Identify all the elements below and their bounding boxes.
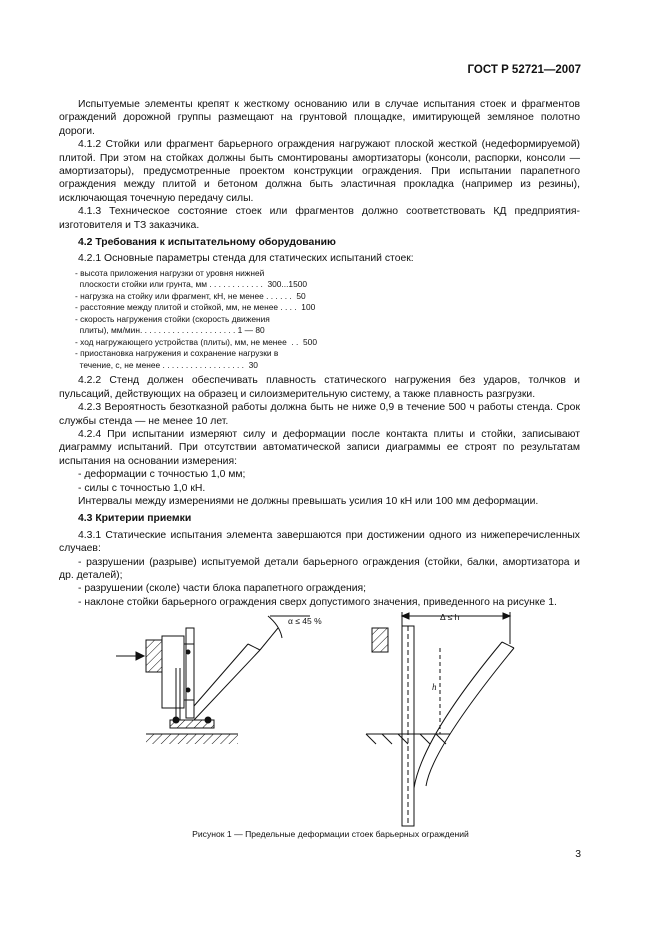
paragraph-4-2-1: 4.2.1 Основные параметры стенда для статических испытаний стоек:	[78, 253, 414, 265]
list-item: - деформации с точностью 1,0 мм;	[78, 469, 246, 481]
param-line: - высота приложения нагрузки от уровня нижней	[75, 267, 265, 278]
post-upright	[186, 628, 194, 718]
deflected-post-right	[414, 642, 502, 788]
paragraph-base: Испытуемые элементы крепят к жесткому основанию или в случае испытания стоек и фрагментов ограждений дорожной группы размещают на грунтовой площадке, имитирующей земляное полотно дороги.	[59, 99, 580, 137]
param-line: течение, с, не менее . . . . . . . . . . . . . . . . . . 30	[75, 359, 258, 370]
list-item: - разрушении (разрыве) испытуемой детали барьерного ограждения (стойки, балки, амортизатора и др. деталей);	[59, 556, 580, 582]
list-item: - наклоне стойки барьерного ограждения сверх допустимого значения, приведенного на рисунке 1.	[78, 596, 557, 608]
document-header: ГОСТ Р 52721—2007	[467, 64, 581, 76]
height-label: h	[432, 682, 437, 692]
amortizer	[162, 636, 184, 708]
figure-1-diagram	[110, 608, 540, 828]
loading-plate	[146, 640, 162, 672]
param-line: - расстояние между плитой и стойкой, мм, не менее . . . . 100	[75, 302, 316, 313]
param-line: - нагрузка на стойку или фрагмент, кН, не менее . . . . . . 50	[75, 290, 306, 301]
arrow-head	[136, 652, 144, 660]
left-diagram	[116, 616, 310, 744]
right-diagram	[366, 612, 514, 826]
deflected-post	[194, 644, 248, 706]
param-line: плоскости стойки или грунта, мм . . . . . . . . . . . . 300...1500	[75, 279, 308, 290]
list-item: - разрушении (сколе) части блока парапетного ограждения;	[78, 583, 367, 595]
paragraph-4-1-2: 4.1.2 Стойки или фрагмент барьерного ограждения нагружают плоской жесткой (недеформируемой) плитой. При этом на стойках должны быть смонтированы амортизаторы (консоли, распорки, консоли — амортизаторы), предусмотренные проектом конструкции ограждения. При испытании парапетного ограждения между плитой и бетоном должна быть эластичная прокладка (например из резины), исключающая точечную передачу силы.	[59, 139, 580, 204]
paragraph-4-3-1: 4.3.1 Статические испытания элемента завершаются при достижении одного из нижеперечисленных случаев:	[59, 529, 580, 555]
param-line: - приостановка нагружения и сохранение нагрузки в	[75, 348, 279, 359]
document-body	[59, 98, 580, 609]
figure-caption: Рисунок 1 — Предельные деформации стоек барьерных ограждений	[192, 829, 469, 839]
parameters-list	[75, 268, 580, 372]
delta-label: Δ ≤ h	[440, 612, 460, 622]
angle-label: α ≤ 45 %	[288, 616, 322, 626]
loading-plate-right	[372, 628, 388, 652]
section-heading-4-3: 4.3 Критерии приемки	[78, 513, 192, 525]
param-line: - скорость нагружения стойки (скорость движения	[75, 313, 270, 324]
param-line: - ход нагружающего устройства (плиты), мм, не менее . . 500	[75, 336, 317, 347]
paragraph-4-1-3: 4.1.3 Техническое состояние стоек или фрагментов должно соответствовать КД предприятия-изготовителя и ТЗ заказчика.	[59, 206, 580, 231]
paragraph-4-2-3: 4.2.3 Вероятность безотказной работы должна быть не ниже 0,9 в течение 500 ч работы стенда. Срок службы стенда — не менее 10 лет.	[59, 402, 580, 427]
paragraph-intervals: Интервалы между измерениями не должны превышать усилия 10 кН или 100 мм деформации.	[78, 496, 539, 508]
list-item: - силы с точностью 1,0 кН.	[78, 482, 206, 494]
paragraph-4-2-2: 4.2.2 Стенд должен обеспечивать плавность статического нагружения без ударов, толчков и пульсаций, действующих на образец и силоизмерительную систему, а также плавность разгрузки.	[59, 375, 580, 400]
section-heading-4-2: 4.2 Требования к испытательному оборудованию	[78, 237, 336, 249]
page-number: 3	[575, 849, 581, 860]
paragraph-4-2-4: 4.2.4 При испытании измеряют силу и деформации после контакта плиты и стойки, записывают диаграмму испытаний. При отсутствии автоматической записи диаграммы ее строят по результатам испытания на основании измерения:	[59, 429, 580, 467]
param-line: плиты), мм/мин. . . . . . . . . . . . . . . . . . . . . 1 — 80	[75, 325, 265, 336]
